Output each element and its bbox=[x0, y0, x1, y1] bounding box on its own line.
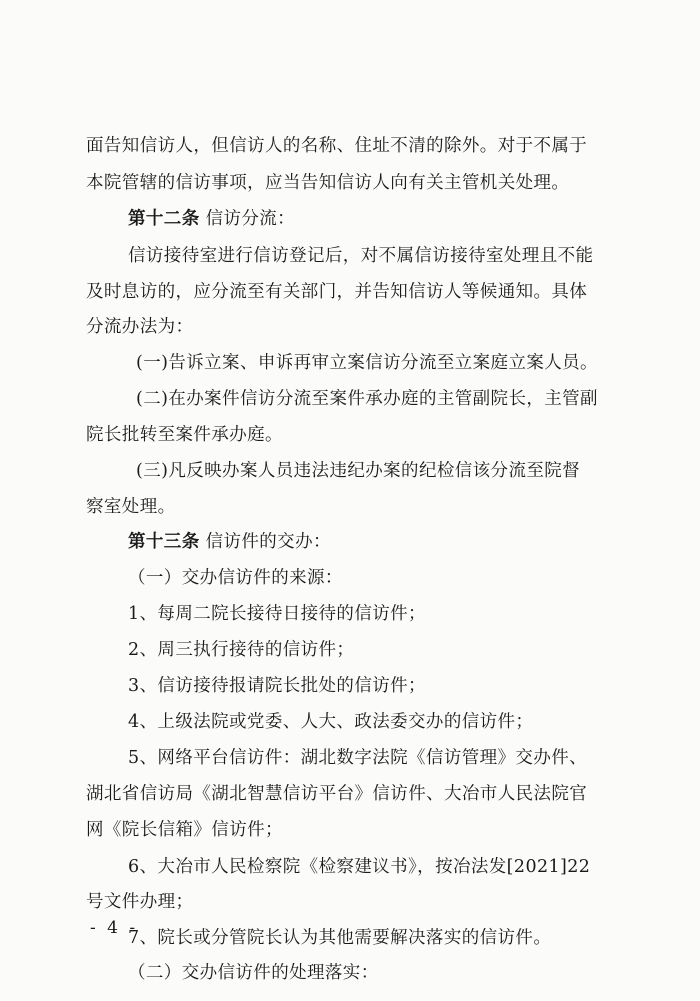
paragraph-line: 面告知信访人，但信访人的名称、住址不清的除外。对于不属于 bbox=[86, 136, 588, 156]
article-title: 信访分流： bbox=[205, 209, 296, 229]
list-item: 6、大冶市人民检察院《检察建议书》，按冶法发[2021]22 bbox=[128, 857, 591, 877]
paragraph-line: 信访接待室进行信访登记后，对不属信访接待室处理且不能 bbox=[128, 246, 594, 266]
article-heading-12 bbox=[128, 208, 626, 230]
list-item: 2、周三执行接待的信访件； bbox=[128, 640, 355, 660]
list-item: 5、网络平台信访件：湖北数字法院《信访管理》交办件、 bbox=[128, 748, 588, 768]
paragraph-line: 湖北省信访局《湖北智慧信访平台》信访件、大冶市人民法院官 bbox=[86, 784, 588, 804]
paragraph-line: (一)告诉立案、申诉再审立案信访分流至立案庭立案人员。 bbox=[136, 353, 598, 373]
list-item: 1、每周二院长接待日接待的信访件； bbox=[128, 604, 426, 624]
paragraph-line: 及时息访的，应分流至有关部门，并告知信访人等候通知。具体 bbox=[86, 282, 588, 302]
list-item: 3、信访接待报请院长批处的信访件； bbox=[128, 676, 426, 696]
paragraph-line: 网《院长信箱》信访件； bbox=[86, 820, 283, 840]
article-number: 第十二条 bbox=[128, 209, 200, 229]
list-item: 7、院长或分管院长认为其他需要解决落实的信访件。 bbox=[128, 928, 552, 948]
paragraph-line: 号文件办理； bbox=[86, 892, 194, 912]
paragraph-line: (三)凡反映办案人员违法违纪办案的纪检信该分流至院督 bbox=[136, 461, 581, 481]
page-number: - 4 - bbox=[90, 918, 139, 938]
paragraph-line: (二)在办案件信访分流至案件承办庭的主管副院长，主管副 bbox=[136, 389, 598, 409]
section-heading: （一）交办信访件的来源： bbox=[128, 568, 343, 588]
paragraph-line: 本院管辖的信访事项，应当告知信访人向有关主管机关处理。 bbox=[86, 173, 570, 193]
article-number: 第十三条 bbox=[128, 532, 200, 552]
paragraph-line: 院长批转至案件承办庭。 bbox=[86, 425, 283, 445]
paragraph-line: 察室处理。 bbox=[86, 497, 176, 517]
list-item: 4、上级法院或党委、人大、政法委交办的信访件； bbox=[128, 712, 534, 732]
section-heading: （二）交办信访件的处理落实： bbox=[128, 963, 379, 983]
article-title: 信访件的交办： bbox=[205, 532, 331, 552]
article-heading-13 bbox=[128, 531, 626, 553]
paragraph-line: 分流办法为： bbox=[86, 317, 194, 337]
